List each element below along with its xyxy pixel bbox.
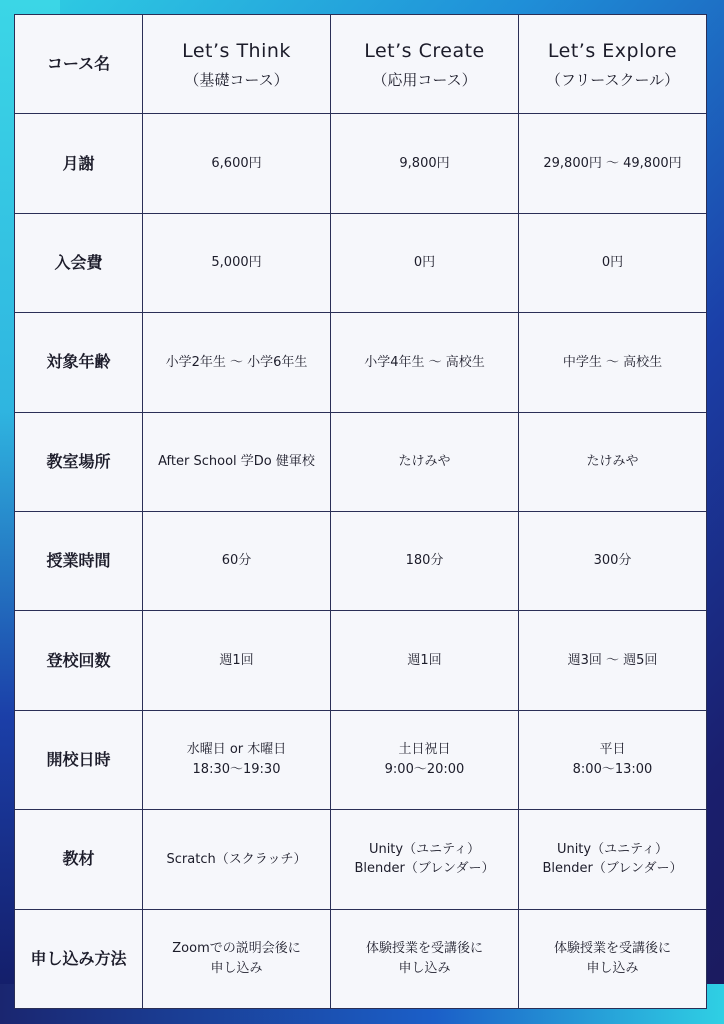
table-row [15, 213, 707, 312]
cell-text: 平日 [599, 742, 626, 758]
row-label: 教室場所 [15, 412, 143, 511]
row-label: 教材 [15, 810, 143, 909]
table-cell [331, 213, 519, 312]
cell-text: 小学4年生 ～ 高校生 [364, 354, 485, 370]
course-comparison-table [14, 14, 706, 1008]
cell-text: Blender（ブレンダー） [542, 861, 683, 877]
cell-text: 8:00～13:00 [572, 761, 653, 777]
table-cell [519, 710, 707, 809]
table-cell [331, 313, 519, 412]
cell-text: Unity（ユニティ） [368, 841, 481, 857]
table-cell [143, 313, 331, 412]
cell-text: 60分 [221, 553, 252, 569]
cell-text: 小学2年生 ～ 小学6年生 [165, 354, 308, 370]
cell-text: 0円 [601, 255, 624, 271]
table-row [15, 611, 707, 710]
cell-text: 週3回 ～ 週5回 [567, 652, 658, 668]
course-header-create [331, 15, 519, 114]
cell-text: たけみや [586, 454, 639, 469]
cell-text: 申し込み [586, 960, 639, 976]
course-name: Let’s Explore [547, 39, 678, 62]
cell-text: 5,000円 [211, 255, 262, 271]
cell-text: 体験授業を受講後に [365, 941, 483, 957]
table-cell [519, 511, 707, 610]
cell-text: After School 学Do 健軍校 [158, 454, 315, 469]
table-cell [143, 412, 331, 511]
course-header-explore [519, 15, 707, 114]
comparison-table [14, 14, 707, 1009]
row-label: 月謝 [15, 114, 143, 213]
cell-text: 申し込み [210, 960, 263, 976]
cell-text: 水曜日 or 木曜日 [186, 742, 287, 758]
cell-text: 中学生 ～ 高校生 [562, 354, 663, 370]
table-cell [143, 213, 331, 312]
cell-text: 週1回 [219, 652, 254, 668]
cell-text: 週1回 [407, 652, 442, 668]
table-cell [519, 909, 707, 1008]
row-label: 対象年齢 [15, 313, 143, 412]
table-cell [519, 412, 707, 511]
header-row [15, 15, 707, 114]
table-cell [331, 511, 519, 610]
table-cell [519, 611, 707, 710]
table-cell [143, 710, 331, 809]
cell-text: Blender（ブレンダー） [354, 861, 495, 877]
table-cell [143, 611, 331, 710]
course-header-think [143, 15, 331, 114]
table-cell [143, 511, 331, 610]
table-cell [331, 114, 519, 213]
cell-text: Scratch（スクラッチ） [166, 851, 307, 867]
course-subtitle: （応用コース） [372, 71, 477, 90]
table-cell [331, 412, 519, 511]
table-row [15, 710, 707, 809]
cell-text: 18:30～19:30 [192, 761, 281, 777]
row-label: 授業時間 [15, 511, 143, 610]
cell-text: 6,600円 [211, 155, 262, 171]
row-label: 入会費 [15, 213, 143, 312]
table-cell [143, 114, 331, 213]
table-cell [331, 710, 519, 809]
table-cell [143, 810, 331, 909]
cell-text: Zoomでの説明会後に [172, 941, 301, 957]
table-cell [143, 909, 331, 1008]
table-row [15, 909, 707, 1008]
table-row [15, 810, 707, 909]
table-cell [519, 114, 707, 213]
cell-text: たけみや [398, 454, 451, 469]
table-cell [331, 810, 519, 909]
cell-text: 申し込み [398, 960, 451, 976]
table-row [15, 313, 707, 412]
cell-text: Unity（ユニティ） [556, 841, 669, 857]
course-subtitle: （フリースクール） [545, 71, 680, 90]
cell-text: 9:00～20:00 [384, 761, 465, 777]
table-row [15, 114, 707, 213]
table-cell [519, 313, 707, 412]
cell-text: 29,800円 ～ 49,800円 [543, 155, 682, 171]
cell-text: 土日祝日 [398, 742, 451, 758]
table-cell [331, 909, 519, 1008]
cell-text: 9,800円 [399, 155, 450, 171]
table-row [15, 412, 707, 511]
cell-text: 体験授業を受講後に [553, 941, 671, 957]
header-label-cell: コース名 [15, 15, 143, 114]
cell-text: 300分 [593, 553, 632, 569]
table-cell [519, 810, 707, 909]
course-subtitle: （基礎コース） [184, 71, 289, 90]
row-label: 開校日時 [15, 710, 143, 809]
table-cell [519, 213, 707, 312]
cell-text: 0円 [413, 255, 436, 271]
row-label: 申し込み方法 [15, 909, 143, 1008]
row-label: 登校回数 [15, 611, 143, 710]
course-name: Let’s Create [364, 39, 485, 62]
table-cell [331, 611, 519, 710]
course-name: Let’s Think [182, 39, 291, 62]
table-row [15, 511, 707, 610]
cell-text: 180分 [405, 553, 444, 569]
